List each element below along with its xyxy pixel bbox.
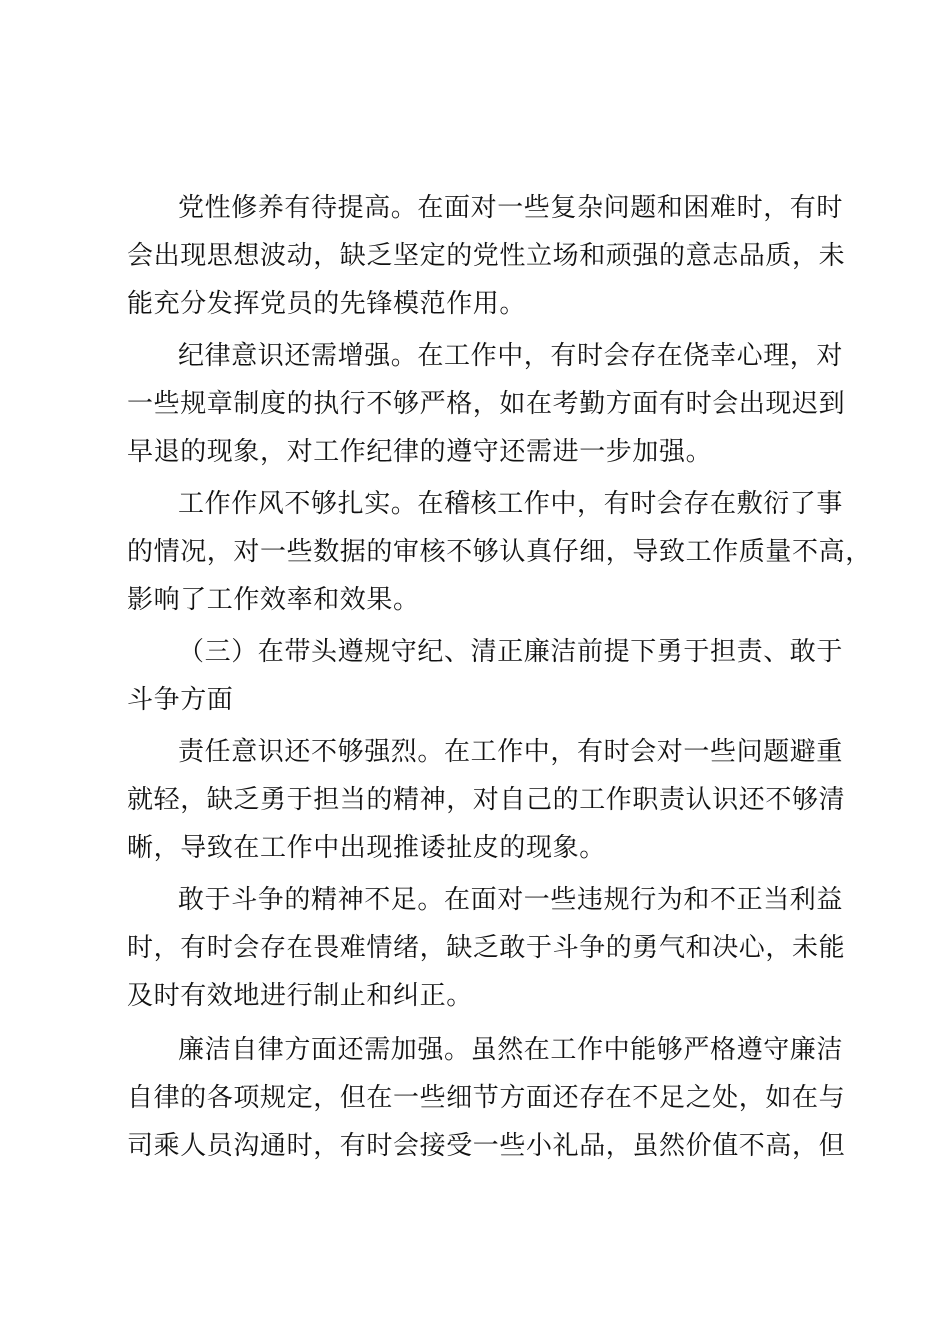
paragraph-5-line-3: 晰，导致在工作中出现推诿扯皮的现象。 [127,833,606,863]
paragraph-1-line-3: 能充分发挥党员的先锋模范作用。 [127,289,527,319]
paragraph-5-line-1: 责任意识还不够强烈。在工作中，有时会对一些问题避重 [178,737,844,767]
paragraph-7-line-1: 廉洁自律方面还需加强。虽然在工作中能够严格遵守廉洁 [178,1035,844,1065]
paragraph-1-line-2: 会出现思想波动，缺乏坚定的党性立场和顽强的意志品质，未 [127,241,846,271]
paragraph-7-line-3: 司乘人员沟通时，有时会接受一些小礼品，虽然价值不高，但 [127,1131,846,1161]
paragraph-3-line-3: 影响了工作效率和效果。 [127,585,420,615]
paragraph-2-line-3: 早退的现象，对工作纪律的遵守还需进一步加强。 [127,437,713,467]
paragraph-5-line-2: 就轻，缺乏勇于担当的精神，对自己的工作职责认识还不够清 [127,785,846,815]
paragraph-1-line-1: 党性修养有待提高。在面对一些复杂问题和困难时，有时 [178,193,844,223]
paragraph-6-line-2: 时，有时会存在畏难情绪，缺乏敢于斗争的勇气和决心，未能 [127,933,846,963]
paragraph-7-line-2: 自律的各项规定，但在一些细节方面还存在不足之处，如在与 [127,1083,846,1113]
paragraph-3-line-1: 工作作风不够扎实。在稽核工作中，有时会存在敷衍了事 [178,489,844,519]
paragraph-3-line-2: 的情况，对一些数据的审核不够认真仔细，导致工作质量不高， [127,537,872,567]
section-heading-line-1: （三）在带头遵规守纪、清正廉洁前提下勇于担责、敢于 [178,637,844,667]
paragraph-2-line-2: 一些规章制度的执行不够严格，如在考勤方面有时会出现迟到 [127,389,846,419]
paragraph-6-line-3: 及时有效地进行制止和纠正。 [127,981,473,1011]
paragraph-6-line-1: 敢于斗争的精神不足。在面对一些违规行为和不正当利益 [178,885,844,915]
paragraph-2-line-1: 纪律意识还需增强。在工作中，有时会存在侥幸心理，对 [178,341,844,371]
section-heading-line-2: 斗争方面 [127,685,234,715]
